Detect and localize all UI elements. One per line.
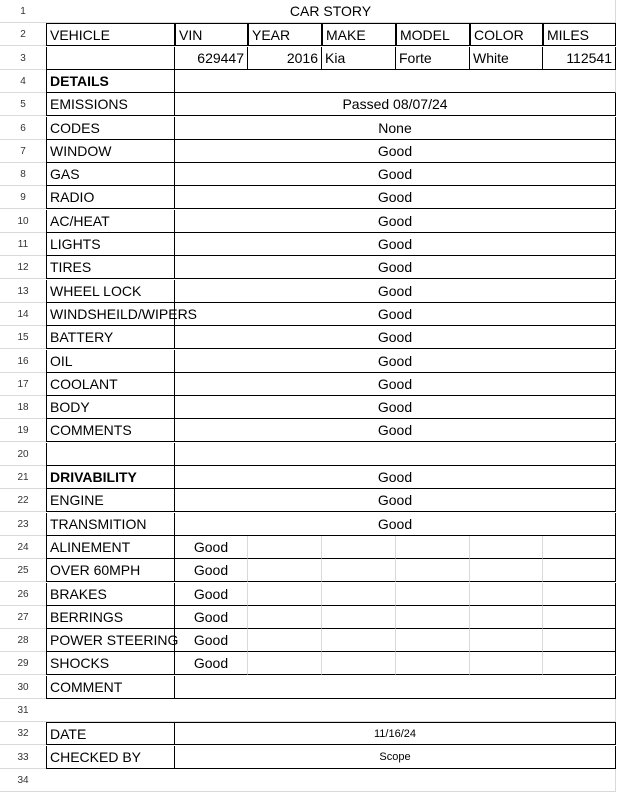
sheet-row <box>0 233 622 256</box>
detail-label[interactable]: OIL <box>46 350 175 373</box>
row-number[interactable]: 28 <box>0 629 46 652</box>
empty-cell[interactable] <box>175 443 616 466</box>
detail-value[interactable]: Good <box>175 140 616 163</box>
row-number[interactable]: 1 <box>0 0 46 23</box>
drivability-label[interactable]: TRANSMITION <box>46 513 175 536</box>
sheet-row <box>0 606 622 629</box>
empty-cell[interactable] <box>396 559 470 582</box>
check-value[interactable]: Good <box>175 559 248 582</box>
detail-label[interactable]: BATTERY <box>46 326 175 349</box>
row-number[interactable]: 5 <box>0 93 46 116</box>
row-number[interactable]: 10 <box>0 210 46 233</box>
row-number[interactable]: 22 <box>0 489 46 512</box>
empty-cell[interactable] <box>46 443 175 466</box>
header-cell[interactable]: COLOR <box>470 23 543 46</box>
checked-by-label[interactable]: CHECKED BY <box>46 746 175 769</box>
empty-cell[interactable] <box>396 583 470 606</box>
row-number[interactable]: 17 <box>0 373 46 396</box>
empty-cell[interactable] <box>396 629 470 652</box>
drivability-label[interactable]: ENGINE <box>46 489 175 512</box>
drivability-value[interactable]: Good <box>175 489 616 512</box>
sheet-row <box>0 699 622 722</box>
detail-label[interactable]: CODES <box>46 117 175 140</box>
detail-value[interactable]: Good <box>175 186 616 209</box>
detail-value[interactable]: Good <box>175 280 616 303</box>
sheet-row <box>0 489 622 512</box>
check-value[interactable]: Good <box>175 606 248 629</box>
row-number[interactable]: 16 <box>0 350 46 373</box>
miles-value[interactable]: 112541 <box>543 47 616 70</box>
sheet-row <box>0 326 622 349</box>
sheet-row <box>0 373 622 396</box>
detail-value[interactable]: Good <box>175 256 616 279</box>
detail-value[interactable]: None <box>175 117 616 140</box>
empty-cell[interactable] <box>322 559 396 582</box>
detail-label[interactable]: COOLANT <box>46 373 175 396</box>
check-value[interactable] <box>175 676 616 699</box>
sheet-row <box>0 419 622 442</box>
detail-label[interactable]: RADIO <box>46 186 175 209</box>
detail-label[interactable]: WHEEL LOCK <box>46 280 175 303</box>
empty-cell[interactable] <box>322 606 396 629</box>
header-cell[interactable]: MODEL <box>396 23 470 46</box>
detail-label[interactable]: WINDOW <box>46 140 175 163</box>
detail-value[interactable]: Good <box>175 233 616 256</box>
sheet-row <box>0 652 622 675</box>
sheet-title[interactable]: CAR STORY <box>46 0 616 23</box>
header-cell[interactable]: MAKE <box>322 23 396 46</box>
sheet-row <box>0 466 622 489</box>
row-number[interactable]: 18 <box>0 396 46 419</box>
row-number[interactable]: 20 <box>0 443 46 466</box>
empty-cell[interactable] <box>248 559 322 582</box>
detail-label[interactable]: COMMENTS <box>46 419 175 442</box>
detail-label[interactable]: EMISSIONS <box>46 93 175 116</box>
empty-cell[interactable] <box>470 606 543 629</box>
detail-value[interactable]: Good <box>175 373 616 396</box>
color-value[interactable]: White <box>470 47 543 70</box>
row-number[interactable]: 33 <box>0 746 46 769</box>
check-label[interactable]: BERRINGS <box>46 606 175 629</box>
row-number[interactable]: 25 <box>0 559 46 582</box>
empty-cell[interactable] <box>46 769 616 792</box>
row-number[interactable]: 11 <box>0 233 46 256</box>
row-number[interactable]: 13 <box>0 280 46 303</box>
detail-label[interactable]: AC/HEAT <box>46 210 175 233</box>
year-value[interactable]: 2016 <box>248 47 322 70</box>
empty-cell[interactable] <box>396 652 470 675</box>
empty-cell[interactable] <box>543 536 616 559</box>
row-number[interactable]: 15 <box>0 326 46 349</box>
empty-cell[interactable] <box>322 652 396 675</box>
header-cell[interactable]: MILES <box>543 23 616 46</box>
sheet-row <box>0 350 622 373</box>
sheet-row <box>0 583 622 606</box>
empty-cell[interactable] <box>248 583 322 606</box>
detail-value[interactable]: Good <box>175 419 616 442</box>
sheet-row <box>0 70 622 93</box>
detail-label[interactable]: TIRES <box>46 256 175 279</box>
sheet-row <box>0 396 622 419</box>
empty-cell[interactable] <box>470 652 543 675</box>
row-number[interactable]: 14 <box>0 303 46 326</box>
sheet-row <box>0 186 622 209</box>
checked-by-value[interactable]: Scope <box>175 746 616 769</box>
check-label[interactable]: ALINEMENT <box>46 536 175 559</box>
detail-value[interactable]: Good <box>175 163 616 186</box>
sheet-row <box>0 256 622 279</box>
sheet-row <box>0 280 622 303</box>
empty-cell[interactable] <box>248 536 322 559</box>
check-label[interactable]: COMMENT <box>46 676 175 699</box>
detail-value[interactable]: Good <box>175 210 616 233</box>
row-number[interactable]: 7 <box>0 140 46 163</box>
detail-value[interactable]: Passed 08/07/24 <box>175 93 616 116</box>
details-heading[interactable]: DETAILS <box>46 70 175 93</box>
empty-cell[interactable] <box>396 606 470 629</box>
row-number[interactable]: 6 <box>0 117 46 140</box>
model-value[interactable]: Forte <box>396 47 470 70</box>
row-number[interactable]: 24 <box>0 536 46 559</box>
empty-cell[interactable] <box>543 583 616 606</box>
row-number[interactable]: 29 <box>0 652 46 675</box>
detail-value[interactable]: Good <box>175 396 616 419</box>
row-number[interactable]: 3 <box>0 47 46 70</box>
check-label[interactable]: OVER 60MPH <box>46 559 175 582</box>
empty-cell[interactable] <box>248 629 322 652</box>
date-value[interactable]: 11/16/24 <box>175 722 616 745</box>
sheet-row <box>0 513 622 536</box>
empty-cell[interactable] <box>543 629 616 652</box>
sheet-row <box>0 210 622 233</box>
sheet-row <box>0 93 622 116</box>
row-number[interactable]: 27 <box>0 606 46 629</box>
row-number[interactable]: 8 <box>0 163 46 186</box>
empty-cell[interactable] <box>175 70 616 93</box>
empty-cell[interactable] <box>470 536 543 559</box>
empty-cell[interactable] <box>543 606 616 629</box>
sheet-row <box>0 303 622 326</box>
detail-label[interactable]: GAS <box>46 163 175 186</box>
detail-value[interactable]: Good <box>175 350 616 373</box>
sheet-row <box>0 769 622 792</box>
sheet-row <box>0 629 622 652</box>
detail-label[interactable]: WINDSHEILD/WIPERS <box>46 303 175 326</box>
header-cell[interactable]: VEHICLE <box>46 23 175 46</box>
vin-value[interactable]: 629447 <box>175 47 248 70</box>
row-number[interactable]: 26 <box>0 583 46 606</box>
sheet-row <box>0 676 622 699</box>
empty-cell[interactable] <box>470 629 543 652</box>
check-label[interactable]: POWER STEERING <box>46 629 175 652</box>
row-number[interactable]: 21 <box>0 466 46 489</box>
row-number[interactable]: 30 <box>0 676 46 699</box>
check-value[interactable]: Good <box>175 629 248 652</box>
row-number[interactable]: 23 <box>0 513 46 536</box>
detail-value[interactable]: Good <box>175 303 616 326</box>
sheet-row <box>0 0 622 23</box>
check-label[interactable]: BRAKES <box>46 583 175 606</box>
row-number[interactable]: 9 <box>0 186 46 209</box>
check-value[interactable]: Good <box>175 652 248 675</box>
empty-cell[interactable] <box>322 629 396 652</box>
check-value[interactable]: Good <box>175 536 248 559</box>
row-number[interactable]: 2 <box>0 23 46 46</box>
drivability-value[interactable]: Good <box>175 466 616 489</box>
row-number[interactable]: 32 <box>0 722 46 745</box>
empty-cell[interactable] <box>470 559 543 582</box>
sheet-row <box>0 746 622 769</box>
row-number[interactable]: 34 <box>0 769 46 792</box>
sheet-row <box>0 23 622 46</box>
empty-cell[interactable] <box>396 536 470 559</box>
empty-cell[interactable] <box>46 699 616 722</box>
make-value[interactable]: Kia <box>322 47 396 70</box>
sheet-row <box>0 559 622 582</box>
header-cell[interactable]: YEAR <box>248 23 322 46</box>
sheet-row <box>0 47 622 70</box>
empty-cell[interactable] <box>248 652 322 675</box>
empty-cell[interactable] <box>248 606 322 629</box>
empty-cell[interactable] <box>322 536 396 559</box>
empty-cell[interactable] <box>322 583 396 606</box>
check-value[interactable]: Good <box>175 583 248 606</box>
vehicle-cell[interactable] <box>46 47 175 70</box>
sheet-row <box>0 536 622 559</box>
empty-cell[interactable] <box>543 559 616 582</box>
row-number[interactable]: 31 <box>0 699 46 722</box>
sheet-row <box>0 163 622 186</box>
sheet-row <box>0 117 622 140</box>
row-number[interactable]: 12 <box>0 256 46 279</box>
row-number[interactable]: 4 <box>0 70 46 93</box>
date-label[interactable]: DATE <box>46 722 175 745</box>
sheet-row <box>0 722 622 745</box>
check-label[interactable]: SHOCKS <box>46 652 175 675</box>
detail-label[interactable]: BODY <box>46 396 175 419</box>
detail-label[interactable]: LIGHTS <box>46 233 175 256</box>
drivability-value[interactable]: Good <box>175 513 616 536</box>
empty-cell[interactable] <box>470 583 543 606</box>
sheet-row <box>0 140 622 163</box>
drivability-label[interactable]: DRIVABILITY <box>46 466 175 489</box>
empty-cell[interactable] <box>543 652 616 675</box>
row-number[interactable]: 19 <box>0 419 46 442</box>
detail-value[interactable]: Good <box>175 326 616 349</box>
sheet-row <box>0 443 622 466</box>
header-cell[interactable]: VIN <box>175 23 248 46</box>
